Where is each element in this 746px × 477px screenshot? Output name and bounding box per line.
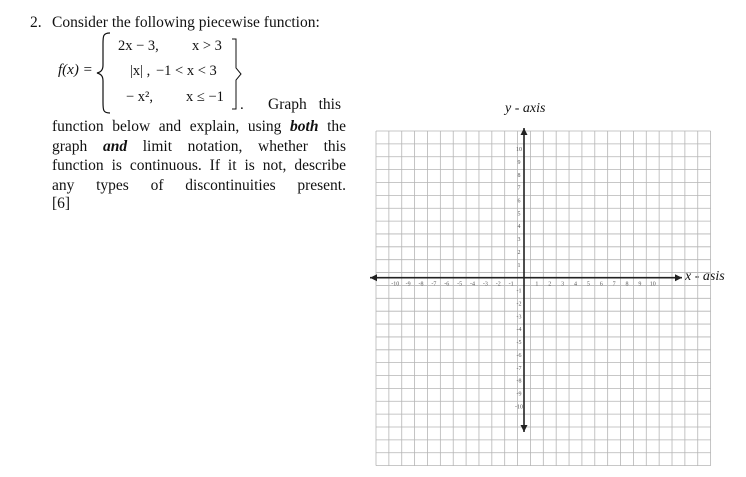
y-tick-label: -2 — [516, 301, 522, 308]
x-tick-label: -2 — [495, 281, 501, 288]
x-tick-label: -9 — [405, 281, 411, 288]
y-tick-label: 2 — [517, 249, 521, 256]
y-tick-label: 7 — [517, 185, 521, 192]
period: . — [240, 97, 244, 113]
function-label: f(x) = — [58, 62, 93, 78]
x-tick-label: 5 — [586, 281, 590, 288]
y-axis-arrow-up-icon — [521, 128, 528, 135]
x-tick-label: -1 — [508, 281, 514, 288]
case-condition: x > 3 — [192, 38, 222, 54]
case-expression: |x| , — [130, 63, 151, 79]
y-tick-label: -3 — [516, 314, 522, 321]
y-tick-label: 4 — [517, 224, 521, 231]
y-tick-label: -8 — [516, 378, 522, 385]
x-tick-label: 10 — [649, 281, 656, 288]
y-axis-arrow-down-icon — [521, 425, 528, 432]
y-tick-label: -7 — [516, 365, 522, 372]
question-number: 2. — [30, 14, 42, 31]
x-tick-label: 3 — [561, 281, 565, 288]
case-expression: − x², — [126, 89, 154, 105]
question-prompt: Consider the following piecewise function: — [52, 14, 320, 31]
x-tick-label: -5 — [457, 281, 463, 288]
body-line: function is continuous. If it is not, describe — [52, 157, 346, 174]
x-tick-label: -8 — [418, 281, 424, 288]
x-tick-label: -6 — [444, 281, 450, 288]
y-tick-label: 6 — [517, 198, 521, 205]
x-tick-label: 1 — [535, 281, 539, 288]
case-condition: x ≤ −1 — [186, 89, 224, 105]
x-tick-label: 9 — [638, 281, 642, 288]
x-tick-label: 7 — [612, 281, 616, 288]
marks: [6] — [52, 195, 71, 212]
y-tick-label: 8 — [517, 172, 521, 179]
y-tick-label: 3 — [517, 237, 521, 244]
x-axis-arrow-left-icon — [370, 274, 377, 281]
case-expression: 2x − 3, — [118, 38, 159, 54]
x-tick-label: -10 — [391, 281, 400, 288]
x-axis-label: x - asis — [685, 269, 725, 284]
x-axis-arrow-right-icon — [675, 274, 682, 281]
x-tick-label: -4 — [470, 281, 476, 288]
body-line: graph and limit notation, whether this — [52, 137, 346, 155]
x-tick-label: 6 — [599, 281, 603, 288]
y-tick-label: -10 — [515, 404, 524, 411]
y-tick-label: 1 — [517, 262, 521, 269]
x-tick-label: -7 — [431, 281, 437, 288]
y-tick-label: -6 — [516, 352, 522, 359]
x-tick-label: -3 — [482, 281, 488, 288]
y-tick-label: -1 — [516, 288, 522, 295]
x-tick-label: 4 — [573, 281, 577, 288]
y-axis-label: y - axis — [505, 101, 546, 116]
y-tick-label: -5 — [516, 340, 522, 347]
y-tick-label: -9 — [516, 391, 522, 398]
y-tick-label: 9 — [517, 159, 521, 166]
y-tick-label: 10 — [516, 147, 523, 154]
y-tick-label: 5 — [517, 211, 521, 218]
x-tick-label: 2 — [548, 281, 552, 288]
body-lead: Graph this — [268, 96, 342, 113]
y-tick-label: -4 — [516, 327, 522, 334]
x-tick-label: 8 — [625, 281, 629, 288]
body-line: any types of discontinuities present. — [52, 176, 346, 194]
case-condition: −1 < x < 3 — [156, 63, 217, 79]
body-line: function below and explain, using both the — [52, 118, 347, 135]
